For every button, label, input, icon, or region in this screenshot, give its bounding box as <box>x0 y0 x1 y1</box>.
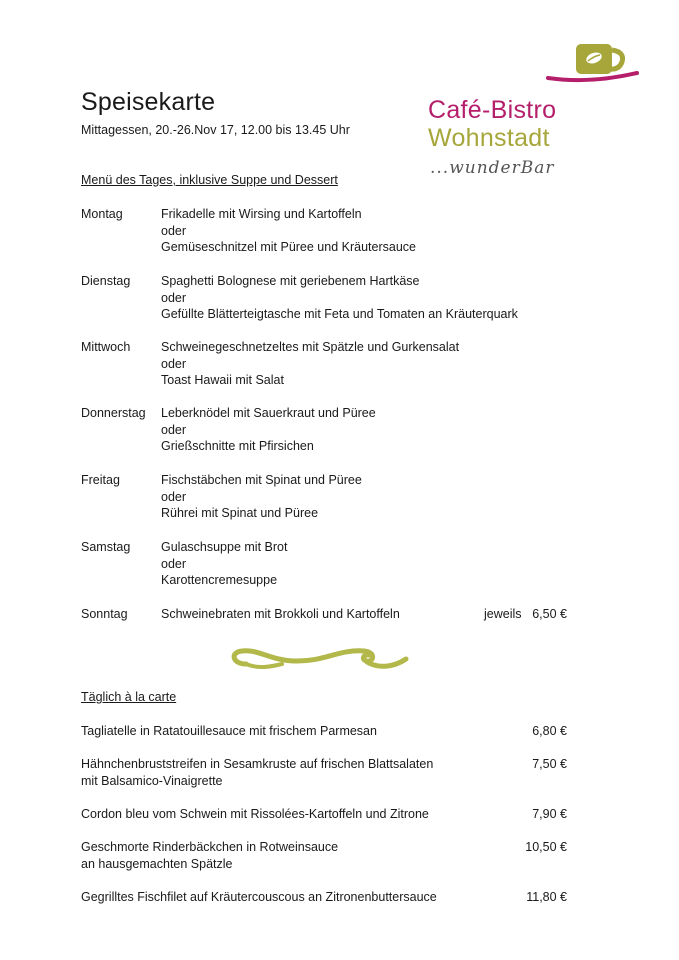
dish-line: Spaghetti Bolognese mit geriebenem Hartkäse <box>161 274 420 288</box>
dish-line: Karottencremesuppe <box>161 573 278 588</box>
day-name: Sonntag <box>81 607 128 621</box>
day-name: Freitag <box>81 473 120 487</box>
carte-item-line: an hausgemachten Spätzle <box>81 856 233 871</box>
menu-price: 6,50 € <box>532 607 567 621</box>
page-subtitle: Mittagessen, 20.-26.Nov 17, 12.00 bis 13.45 Uhr <box>81 123 350 137</box>
carte-section-heading: Täglich à la carte <box>81 690 177 704</box>
dish-line: Rührei mit Spinat und Püree <box>161 506 319 521</box>
dish-line: Grießschnitte mit Pfirsichen <box>161 439 314 454</box>
brand-name-line2: Wohnstadt <box>428 124 550 152</box>
carte-item-line: mit Balsamico-Vinaigrette <box>81 773 223 788</box>
dish-line: Toast Hawaii mit Salat <box>161 373 284 388</box>
dish-line: Leberknödel mit Sauerkraut und Püree <box>161 406 376 420</box>
dish-line: Schweinebraten mit Brokkoli und Kartoffeln <box>161 607 400 621</box>
carte-price: 7,50 € <box>532 757 567 771</box>
dish-line: Fischstäbchen mit Spinat und Püree <box>161 473 362 487</box>
day-name: Samstag <box>81 540 131 554</box>
day-name: Dienstag <box>81 274 131 288</box>
carte-price: 7,90 € <box>532 807 567 821</box>
day-name: Montag <box>81 207 123 221</box>
dish-line: oder <box>161 489 187 504</box>
dish-line: Frikadelle mit Wirsing und Kartoffeln <box>161 207 362 221</box>
carte-item <box>81 889 437 906</box>
carte-item <box>81 723 377 740</box>
dish-line: oder <box>161 422 187 437</box>
dish-line: Gemüseschnitzel mit Püree und Kräutersauce <box>161 240 416 255</box>
page-title: Speisekarte <box>81 88 216 116</box>
day-name: Mittwoch <box>81 340 131 354</box>
carte-item-line: Tagliatelle in Ratatouillesauce mit frischem Parmesan <box>81 724 377 738</box>
coffee-cup-logo-icon <box>545 40 640 90</box>
dish-line: oder <box>161 223 187 238</box>
carte-item-line: Geschmorte Rinderbäckchen in Rotweinsauce <box>81 840 339 854</box>
carte-item-line: Cordon bleu vom Schwein mit Rissolées-Kartoffeln und Zitrone <box>81 807 429 821</box>
dish-line: Gulaschsuppe mit Brot <box>161 540 288 554</box>
day-name: Donnerstag <box>81 406 146 420</box>
dish-line: oder <box>161 556 187 571</box>
brand-tagline: ...wunderBar <box>430 158 555 178</box>
carte-item-line: Hähnchenbruststreifen in Sesamkruste auf frischen Blattsalaten <box>81 757 434 771</box>
dish-line: oder <box>161 356 187 371</box>
swirl-divider-icon <box>224 642 409 676</box>
carte-price: 10,50 € <box>525 840 567 854</box>
carte-price: 11,80 € <box>526 890 567 904</box>
dish-line: oder <box>161 290 187 305</box>
carte-item <box>81 839 338 872</box>
carte-item <box>81 756 433 789</box>
carte-item <box>81 806 429 823</box>
dish-line: Gefüllte Blätterteigtasche mit Feta und Tomaten an Kräuterquark <box>161 307 518 322</box>
dish-line: Schweinegeschnetzeltes mit Spätzle und Gurkensalat <box>161 340 460 354</box>
menu-section-heading: Menü des Tages, inklusive Suppe und Dessert <box>81 173 338 187</box>
jeweils-label: jeweils <box>484 607 522 621</box>
carte-item-line: Gegrilltes Fischfilet auf Kräutercouscous an Zitronenbuttersauce <box>81 890 437 904</box>
carte-price: 6,80 € <box>532 724 567 738</box>
brand-name-line1: Café-Bistro <box>428 96 557 124</box>
